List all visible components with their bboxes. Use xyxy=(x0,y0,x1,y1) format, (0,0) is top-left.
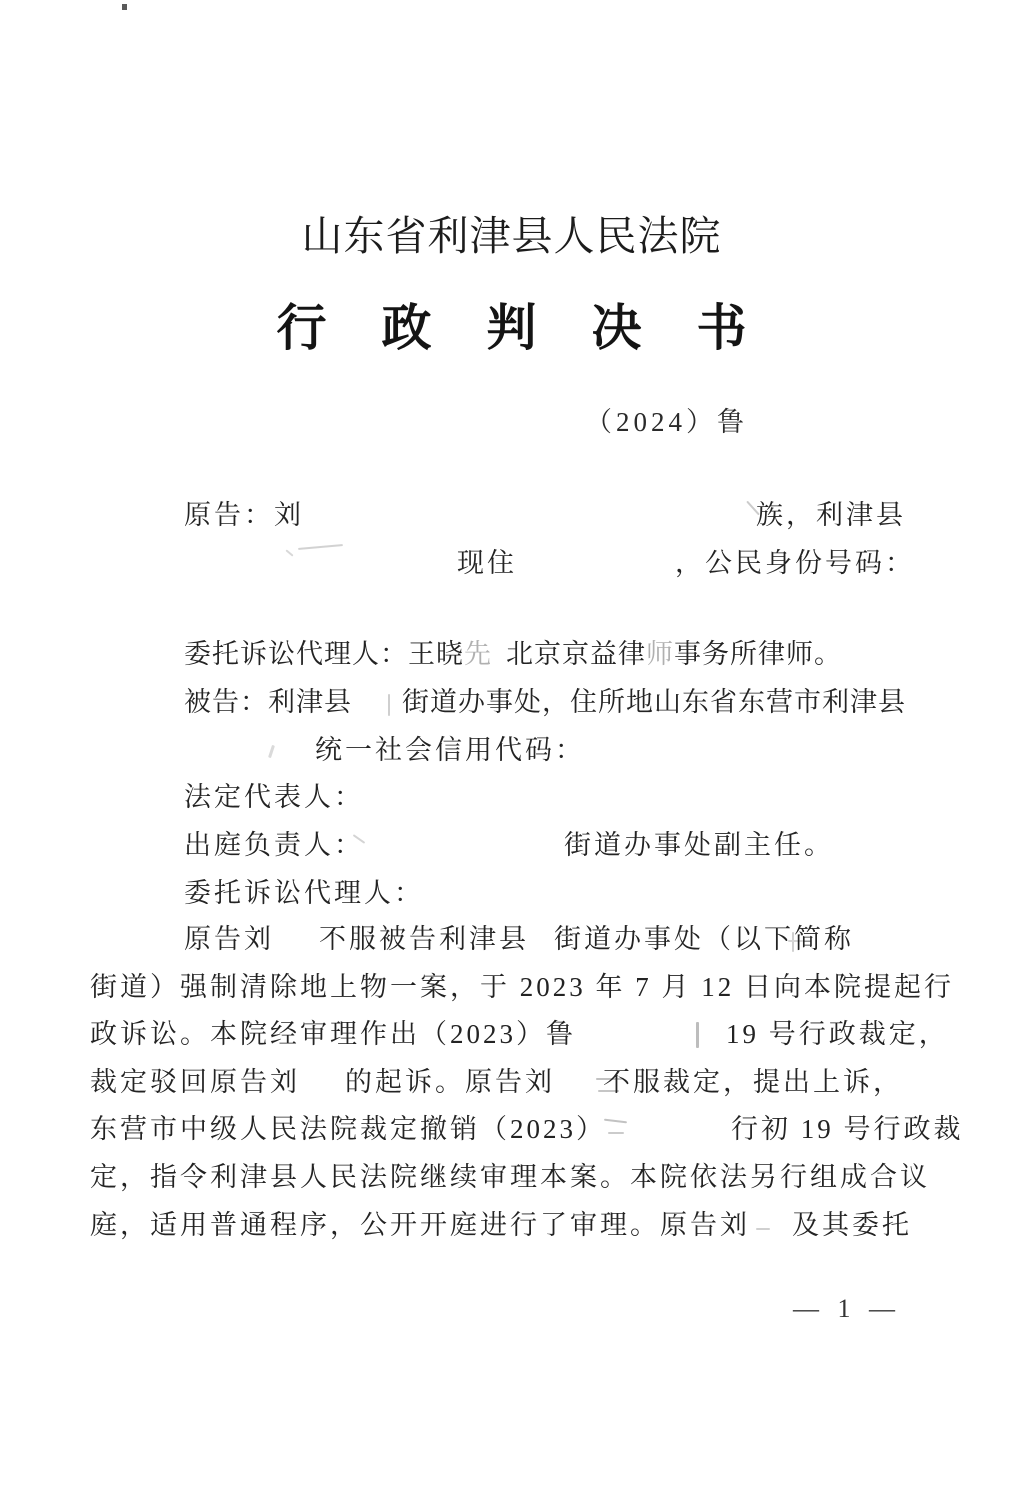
body-text: 定，指令利津县人民法院继续审理本案。本院依法另行组成合议 xyxy=(90,1162,930,1192)
body-text: 及其委托 xyxy=(792,1210,912,1240)
body-text: 裁定驳回原告刘 xyxy=(90,1067,300,1097)
body-text: 东营市中级人民法院裁定撤销（2023） xyxy=(90,1114,606,1144)
body-text: 不服裁定，提出上诉， xyxy=(603,1067,903,1097)
credit-code-line xyxy=(90,733,1023,767)
redaction-gap xyxy=(606,1137,731,1138)
body-line-3 xyxy=(90,1017,950,1051)
body-line-2 xyxy=(90,970,954,1004)
redaction-gap xyxy=(750,1233,792,1234)
residence-prefix: 现住 xyxy=(457,548,517,578)
agent-firm-faint: 师 xyxy=(646,639,674,669)
agent-faint-char: 先 xyxy=(464,639,492,669)
scan-speck xyxy=(122,4,127,10)
redaction-gap xyxy=(274,947,319,948)
body-line-4 xyxy=(90,1065,950,1099)
court-officer-suffix: 街道办事处副主任。 xyxy=(564,830,834,860)
redaction-gap xyxy=(555,1090,603,1091)
defendant-prefix: 被告：利津县 xyxy=(184,687,352,717)
body-text: 政诉讼。本院经审理作出（2023）鲁 xyxy=(90,1019,576,1049)
court-name: 山东省利津县人民法院 xyxy=(301,213,722,259)
redaction-gap xyxy=(576,1042,726,1043)
residence-suffix: ，公民身份号码： xyxy=(675,548,915,578)
credit-code-label: 统一社会信用代码： xyxy=(315,735,585,765)
agent-firm-a: 北京京益律 xyxy=(506,639,646,669)
agent-firm-b: 事务所律师。 xyxy=(674,639,842,669)
body-text: 19 号行政裁定， xyxy=(726,1019,949,1049)
defendant-suffix: 街道办事处，住所地山东省东营市利津县 xyxy=(402,687,906,717)
body-line-5 xyxy=(90,1112,964,1146)
plaintiff-prefix: 原告：刘 xyxy=(184,500,304,530)
body-text: 街道办事处（以下简称 xyxy=(554,924,854,954)
body-text: 行初 19 号行政裁 xyxy=(731,1114,964,1144)
redaction-gap xyxy=(517,571,675,572)
plaintiff-line xyxy=(90,498,1023,532)
plaintiff-agent-line xyxy=(90,637,1023,671)
defendant-line xyxy=(90,685,1023,719)
plaintiff-suffix: 族，利津县 xyxy=(756,500,906,530)
redaction-gap xyxy=(492,662,506,663)
case-number: （2024）鲁 xyxy=(585,407,748,437)
redaction-gap xyxy=(304,523,756,524)
agent-prefix: 委托诉讼代理人：王晓 xyxy=(184,639,464,669)
redaction-gap xyxy=(352,710,402,711)
legal-representative-label: 法定代表人： xyxy=(184,782,364,812)
body-text: 街道）强制清除地上物一案，于 2023 年 7 月 12 日向本院提起行 xyxy=(90,972,954,1002)
court-officer-line xyxy=(90,828,1023,862)
legal-representative-line xyxy=(90,780,1023,814)
redaction-gap xyxy=(300,1090,345,1091)
body-text: 不服被告利津县 xyxy=(319,924,529,954)
redaction-gap xyxy=(529,947,554,948)
body-text: 庭，适用普通程序，公开开庭进行了审理。原告刘 xyxy=(90,1210,750,1240)
body-line-7 xyxy=(90,1208,950,1242)
body-text: 的起诉。原告刘 xyxy=(345,1067,555,1097)
body-line-6 xyxy=(90,1160,950,1194)
document-title: 行政判决书 xyxy=(276,300,802,356)
residence-line xyxy=(90,546,1023,580)
body-line-1 xyxy=(90,922,1023,956)
defendant-agent-label: 委托诉讼代理人： xyxy=(184,878,424,908)
court-officer-prefix: 出庭负责人： xyxy=(184,830,364,860)
page-number: — 1 — xyxy=(793,1294,895,1323)
defendant-agent-line xyxy=(90,876,1023,910)
redaction-gap xyxy=(364,853,564,854)
body-text: 原告刘 xyxy=(184,924,274,954)
